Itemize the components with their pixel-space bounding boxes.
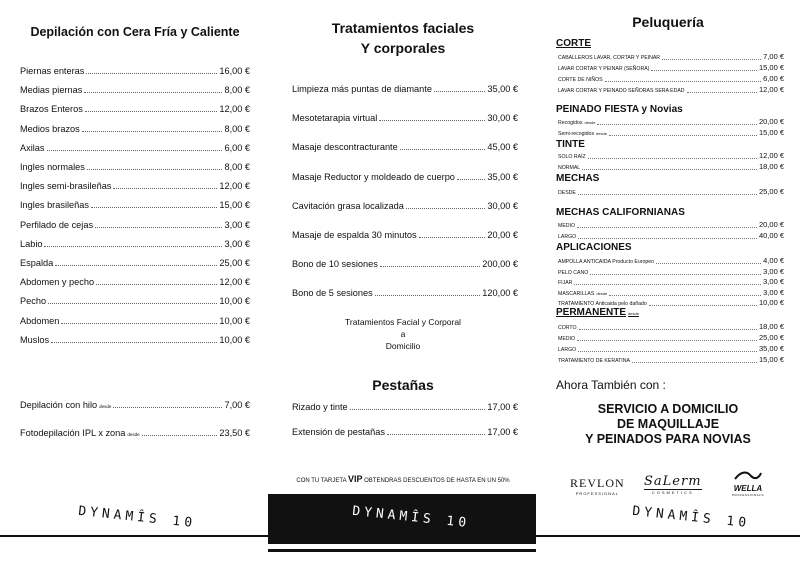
leader-dots	[457, 179, 485, 180]
item-price: 25,00 €	[758, 333, 784, 342]
item-price: 12,00 €	[758, 85, 784, 94]
leader-dots	[82, 131, 223, 132]
waxing-item	[20, 181, 250, 191]
leader-dots	[47, 150, 223, 151]
item-label: Pecho	[20, 296, 47, 307]
leader-dots	[375, 295, 481, 296]
item-price: 3,00 €	[763, 277, 784, 287]
item-price: 25,00 €	[219, 258, 250, 268]
item-label: MASCARILLAS desde	[558, 290, 608, 297]
hair-item	[558, 85, 784, 94]
service-line1: SERVICIO A DOMICILIO	[597, 402, 739, 416]
vip-pre: CON TU TARJETA	[296, 478, 347, 484]
home-line1: Tratamientos Facial y Corporal	[345, 317, 461, 327]
category-aplicaciones: APLICACIONES	[556, 242, 632, 253]
item-price: 12,00 €	[219, 277, 250, 288]
leader-dots	[419, 237, 486, 238]
leader-dots	[578, 238, 757, 239]
item-price: 12,00 €	[219, 104, 250, 115]
leader-dots	[651, 70, 757, 71]
waxing-title: Depilación con Cera Fría y Caliente	[30, 25, 240, 39]
item-note: desde	[127, 432, 140, 437]
item-price: 20,00 €	[487, 230, 518, 240]
waxing-item	[20, 66, 250, 76]
leader-dots	[406, 208, 486, 209]
item-price: 8,00 €	[224, 123, 250, 134]
logo-center: DYNAMÎS 10	[351, 503, 471, 532]
item-label: Fotodepilación IPL x zona desde	[20, 428, 140, 438]
category-permanente: PERMANENTE desde	[556, 307, 639, 318]
leader-dots	[91, 207, 217, 208]
treatment-item	[292, 113, 518, 123]
leader-dots	[350, 409, 486, 410]
waxing-item	[20, 220, 250, 230]
bottom-stripe-right	[536, 535, 800, 537]
item-price: 18,00 €	[758, 162, 784, 171]
treatments-title	[288, 18, 518, 58]
leader-dots	[95, 227, 222, 228]
item-label: Masaje descontracturante	[292, 142, 398, 153]
leader-dots	[84, 92, 222, 93]
item-price: 120,00 €	[482, 288, 518, 299]
item-price: 8,00 €	[224, 162, 250, 172]
item-price: 6,00 €	[224, 142, 250, 153]
item-label: MEDIO	[558, 336, 576, 342]
item-label: Cavitación grasa localizada	[292, 200, 404, 211]
item-label: FIJAR	[558, 280, 573, 287]
item-label: Piernas enteras	[20, 66, 85, 76]
category-corte: CORTE	[556, 38, 591, 49]
item-label: Masaje de espalda 30 minutos	[292, 230, 417, 240]
category-tinte: TINTE	[556, 139, 585, 150]
item-label: CORTE DE NIÑOS	[558, 77, 603, 83]
leader-dots	[400, 149, 486, 150]
leader-dots	[577, 227, 757, 228]
waxing-item	[20, 85, 250, 95]
item-price: 8,00 €	[224, 85, 250, 96]
item-price: 17,00 €	[487, 427, 518, 437]
item-label: LAVAR CORTAR Y PEINADO SEÑORAS SERA EDAD	[558, 88, 685, 94]
item-label: Bono de 10 sesiones	[292, 259, 378, 270]
waxing-item	[20, 124, 250, 134]
item-label: LARGO	[558, 347, 577, 353]
item-label: Mesotetarapia virtual	[292, 113, 378, 124]
leader-dots	[579, 329, 757, 330]
hair-item	[558, 128, 784, 137]
leader-dots	[590, 274, 761, 275]
leader-dots	[588, 158, 757, 159]
item-price: 20,00 €	[758, 117, 784, 126]
treatment-item	[292, 230, 518, 240]
leader-dots	[142, 435, 218, 436]
leader-dots	[96, 284, 217, 285]
item-price: 3,00 €	[224, 238, 250, 249]
item-price: 15,00 €	[758, 355, 784, 364]
revlon-logo: REVLON PROFESSIONAL	[570, 476, 625, 496]
item-price: 30,00 €	[487, 200, 518, 211]
hair-item	[558, 151, 784, 160]
item-label: Perfilado de cejas	[20, 219, 94, 230]
item-price: 15,00 €	[758, 128, 784, 137]
item-price: 10,00 €	[219, 334, 250, 345]
waxing-item	[20, 143, 250, 153]
item-note: desde	[596, 131, 607, 136]
leader-dots	[44, 246, 222, 247]
leader-dots	[85, 111, 218, 112]
item-price: 17,00 €	[487, 402, 518, 412]
hair-item	[558, 117, 784, 126]
waxing-item	[20, 104, 250, 114]
wella-logo: WELLA PROFESSIONALS	[732, 468, 764, 497]
home-service-block	[552, 402, 784, 447]
vip-post: OBTENDRAS DESCUENTOS DE HASTA EN UN 50%	[364, 478, 510, 484]
item-price: 7,00 €	[763, 52, 784, 61]
item-label: CORTO	[558, 325, 577, 331]
treatment-item	[292, 259, 518, 269]
service-line3: Y PEINADOS PARA NOVIAS	[585, 432, 751, 446]
hair-item	[558, 277, 784, 286]
item-price: 35,00 €	[487, 171, 518, 182]
item-price: 35,00 €	[487, 84, 518, 94]
waxing-item	[20, 296, 250, 306]
item-price: 3,00 €	[763, 287, 784, 297]
waxing-item	[20, 258, 250, 268]
wella-wave-icon	[733, 469, 763, 481]
item-label: CABALLEROS LAVAR, CORTAR Y PEINAR	[558, 55, 661, 61]
hair-item	[558, 231, 784, 240]
item-price: 25,00 €	[758, 187, 784, 196]
item-price: 35,00 €	[758, 344, 784, 353]
item-label: Limpieza más puntas de diamante	[292, 84, 432, 94]
waxing-extra-item	[20, 428, 250, 438]
category-californianas: MECHAS CALIFORNIANAS	[556, 207, 685, 218]
waxing-item	[20, 335, 250, 345]
hair-item	[558, 333, 784, 342]
leader-dots	[574, 284, 761, 285]
hair-item	[558, 267, 784, 276]
item-note: desde	[584, 120, 596, 125]
item-label: LAVAR CORTAR Y PEINAR (SEÑORA)	[558, 66, 650, 72]
item-price: 3,00 €	[224, 219, 250, 230]
item-label: Abdomen y pecho	[20, 277, 95, 288]
item-price: 23,50 €	[219, 428, 250, 438]
center-underline	[268, 549, 536, 552]
waxing-column	[20, 0, 250, 470]
hair-item	[558, 52, 784, 61]
leader-dots	[113, 407, 222, 408]
logo-right: DYNAMÎS 10	[631, 503, 751, 532]
leader-dots	[434, 91, 485, 92]
item-label: Masaje Reductor y moldeado de cuerpo	[292, 171, 455, 182]
item-label: Medios brazos	[20, 123, 80, 134]
item-label: Brazos Enteros	[20, 104, 83, 115]
item-label: Bono de 5 sesiones	[292, 288, 373, 299]
leader-dots	[379, 120, 485, 121]
lashes-item	[292, 427, 518, 437]
leader-dots	[656, 263, 761, 264]
vip-word: VIP	[347, 474, 363, 484]
item-label: Axilas	[20, 142, 45, 153]
item-price: 15,00 €	[758, 63, 784, 72]
hair-item	[558, 74, 784, 83]
hairdresser-title: Peluquería	[632, 14, 704, 30]
item-label: Extensión de pestañas	[292, 427, 385, 437]
item-note: desde	[99, 404, 112, 409]
item-label: Depilación con hilo desde	[20, 400, 112, 410]
category-peinado: PEINADO FIESTA y Novias	[556, 104, 683, 115]
leader-dots	[632, 362, 757, 363]
item-price: 12,00 €	[219, 181, 250, 192]
item-price: 10,00 €	[219, 296, 250, 307]
item-price: 3,00 €	[763, 266, 784, 276]
leader-dots	[61, 323, 217, 324]
item-label: LARGO	[558, 234, 577, 240]
treatment-item	[292, 84, 518, 94]
treatment-item	[292, 288, 518, 298]
hair-item	[558, 63, 784, 72]
leader-dots	[48, 303, 217, 304]
item-label: AMPOLLA ANTICAIDA Producto Europeo	[558, 259, 655, 265]
leader-dots	[605, 81, 762, 82]
hair-item	[558, 322, 784, 331]
item-price: 7,00 €	[224, 400, 250, 410]
waxing-item	[20, 239, 250, 249]
item-price: 20,00 €	[758, 220, 784, 229]
category-mechas: MECHAS	[556, 173, 600, 184]
home-line2: a	[400, 329, 406, 339]
leader-dots	[578, 194, 757, 195]
waxing-item	[20, 162, 250, 172]
item-label: TRATAMIENTO Anticaida pelo dañado	[558, 301, 647, 308]
leader-dots	[380, 266, 480, 267]
item-price: 6,00 €	[763, 74, 784, 83]
item-price: 10,00 €	[758, 298, 784, 308]
item-price: 12,00 €	[758, 151, 784, 160]
treatments-column	[288, 0, 518, 484]
item-label: Rizado y tinte	[292, 402, 348, 412]
logo-left: DYNAMÎS 10	[77, 503, 197, 532]
item-price: 30,00 €	[487, 113, 518, 124]
hair-item	[558, 187, 784, 196]
hair-item	[558, 162, 784, 171]
bottom-stripe-left	[0, 535, 268, 537]
leader-dots	[86, 73, 217, 74]
waxing-extra-item	[20, 400, 250, 410]
treatments-title-line2: Y corporales	[360, 40, 446, 56]
home-treatments-note	[288, 316, 518, 352]
item-label: MEDIO	[558, 223, 576, 229]
item-price: 45,00 €	[487, 142, 518, 153]
item-price: 4,00 €	[763, 256, 784, 265]
item-label: Medias piernas	[20, 85, 83, 96]
treatments-title-line1: Tratamientos faciales	[331, 20, 475, 36]
leader-dots	[577, 340, 757, 341]
leader-dots	[87, 169, 223, 170]
treatment-item	[292, 142, 518, 152]
item-price: 18,00 €	[758, 322, 784, 331]
hair-item	[558, 256, 784, 265]
waxing-item	[20, 277, 250, 287]
leader-dots	[51, 342, 217, 343]
item-label: SOLO RAÍZ	[558, 154, 586, 160]
leader-dots	[597, 124, 757, 125]
now-also-label: Ahora También con :	[556, 378, 666, 392]
leader-dots	[609, 295, 761, 296]
treatment-item	[292, 172, 518, 182]
item-label: TRATAMIENTO DE KERATINA	[558, 358, 630, 364]
hair-item	[558, 355, 784, 364]
lashes-item	[292, 402, 518, 412]
item-price: 40,00 €	[758, 231, 784, 240]
leader-dots	[55, 265, 217, 266]
item-label: Recogidos desde	[558, 120, 596, 126]
leader-dots	[649, 305, 757, 306]
item-label: Abdomen	[20, 315, 60, 326]
waxing-item	[20, 316, 250, 326]
item-label: Ingles semi-brasileñas	[20, 181, 112, 192]
home-line3: Domicilio	[385, 341, 421, 351]
leader-dots	[687, 92, 757, 93]
hair-item	[558, 220, 784, 229]
item-price: 16,00 €	[219, 66, 250, 76]
item-label: Espalda	[20, 258, 54, 268]
treatment-item	[292, 201, 518, 211]
hair-item	[558, 344, 784, 353]
item-label: PELO CANO	[558, 269, 589, 276]
item-price: 15,00 €	[219, 200, 250, 211]
service-line2: DE MAQUILLAJE	[616, 417, 720, 431]
salerm-logo: SaLerm COSMETICS	[644, 474, 702, 495]
leader-dots	[662, 59, 761, 60]
item-price: 10,00 €	[219, 315, 250, 326]
hairdresser-column	[552, 0, 784, 497]
item-label: DESDE	[558, 190, 576, 196]
hair-item	[558, 288, 784, 297]
lashes-title: Pestañas	[372, 377, 434, 393]
leader-dots	[609, 135, 757, 136]
item-label: Labio	[20, 238, 43, 249]
leader-dots	[578, 351, 757, 352]
item-note: desde	[596, 290, 608, 296]
leader-dots	[113, 188, 217, 189]
item-price: 200,00 €	[482, 259, 518, 270]
item-label: NORMAL	[558, 165, 581, 171]
item-label: Ingles normales	[20, 162, 85, 172]
vip-note	[278, 474, 528, 484]
item-label: Semi-recogidos desde	[558, 131, 607, 137]
leader-dots	[582, 169, 757, 170]
item-label: Muslos	[20, 334, 50, 345]
leader-dots	[387, 434, 485, 435]
waxing-item	[20, 200, 250, 210]
item-label: Ingles brasileñas	[20, 200, 89, 211]
